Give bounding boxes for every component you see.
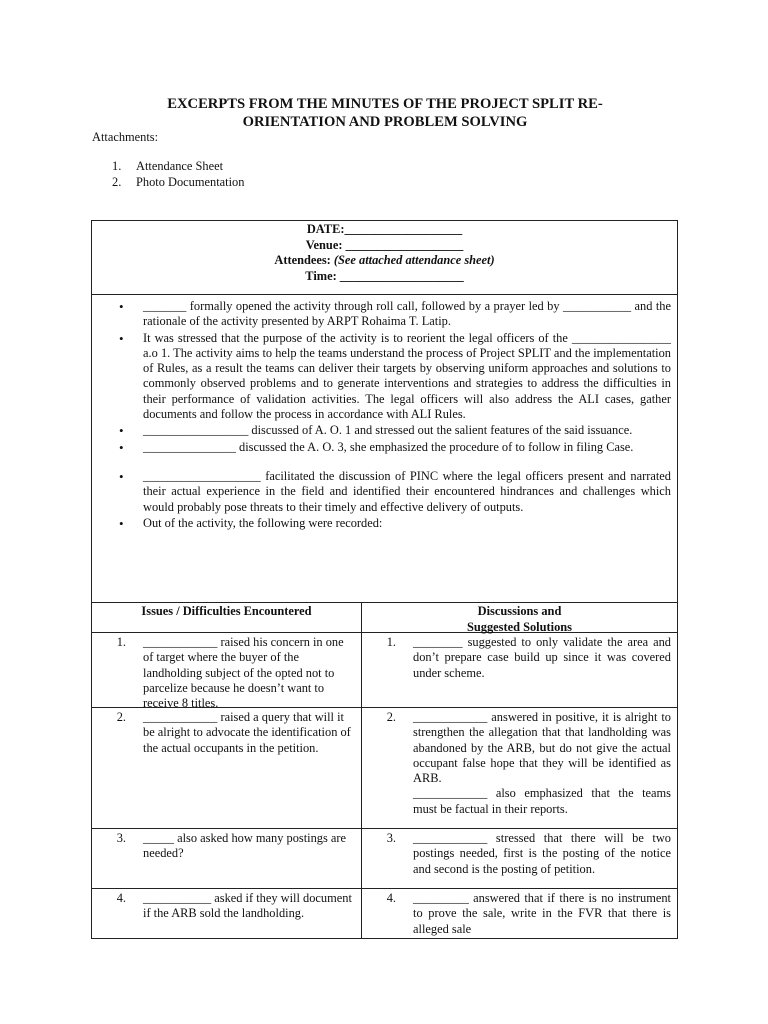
attachments-list (112, 159, 244, 190)
attachment-number: 2. (112, 174, 122, 189)
table-row (92, 633, 677, 711)
attendees-note: (See attached attendance sheet) (333, 253, 495, 267)
solution-cell (362, 829, 677, 888)
bullet-item: • _______ formally opened the activity through roll call, followed by a prayer led by ___________ and the rationale of the activity presented by ARPT Rohaima T. Latip. (92, 299, 671, 330)
attachment-item (112, 175, 244, 191)
solution-content (413, 710, 677, 817)
attachment-number: 1. (112, 159, 122, 173)
col-header-solutions-line-2: Suggested Solutions (466, 619, 572, 634)
table-header-row (92, 603, 677, 633)
row-number: 1. (386, 635, 396, 649)
solution-text: ________ suggested to only validate the area and don’t prepare case build up since it was covered under scheme. (413, 635, 671, 680)
col-header-solutions-line-1: Discussions and (477, 604, 562, 618)
solution-item (362, 829, 677, 877)
issue-item (92, 889, 361, 922)
title-line-1: EXCERPTS FROM THE MINUTES OF THE PROJECT SPLIT RE- (167, 96, 603, 112)
date-field: DATE:___________________ (306, 222, 463, 236)
row-number: 4. (386, 891, 396, 905)
issue-cell (92, 708, 362, 828)
solution-item (362, 889, 677, 937)
solution-extra-text: ____________ also emphasized that the teams must be factual in their reports. (413, 786, 671, 816)
attachment-text: Photo Documentation (136, 174, 245, 189)
attendees-field (92, 253, 677, 269)
solution-item (362, 708, 677, 817)
issue-text: _____ also asked how many postings are needed? (143, 831, 347, 861)
title-line-2: ORIENTATION AND PROBLEM SOLVING (242, 114, 528, 130)
table-row (92, 829, 677, 889)
attendees-label: Attendees: (274, 253, 334, 267)
bullet-item: • _______________ discussed the A. O. 3, she emphasized the procedure of to follow in filing Case. (92, 440, 671, 455)
solution-text: ____________ answered in positive, it is alright to strengthen the allegation that that landholding was abandoned by the ARB, but do not give the actual occupant false hope that they will be identified as ARB. (413, 710, 671, 786)
issue-text: ____________ raised a query that will it be alright to advocate the identification of the actual occupants in the petition. (143, 710, 351, 755)
issue-item (92, 633, 361, 711)
minutes-bullets (92, 295, 677, 603)
row-number: 1. (116, 635, 126, 649)
table-row (92, 708, 677, 829)
solution-item (362, 633, 677, 681)
issue-item (92, 708, 361, 756)
bullet-item: • It was stressed that the purpose of the activity is to reorient the legal officers of the ________________ a.o 1. The activity aims to help the teams understand the process of Project SPLIT and the implementation of Rules, as a result the teams can deliver their targets by observing uniform approaches and solutions to commonly observed problems and to generate interventions and strategies to address the difficulties in their performance of validation activities. The legal officers will also address the ALI cases, gather documents and follow the process in accordance with ALI Rules. (92, 331, 671, 423)
attachment-text: Attendance Sheet (136, 159, 224, 173)
issue-cell (92, 889, 362, 938)
bullet-item: • ___________________ facilitated the discussion of PINC where the legal officers present and narrated their actual experience in the field and identified their encountered hindrances and challenges which would probably pose threats to their timely and effective delivery of outputs. (92, 469, 671, 515)
attachments-label: Attachments: (92, 130, 159, 144)
time-field: Time: ____________________ (305, 268, 464, 283)
row-number: 3. (386, 831, 396, 845)
bullet-item: • Out of the activity, the following were recorded: (92, 516, 671, 531)
issue-text: ____________ raised his concern in one of target where the buyer of the landholding subject of the opted not to parcelize because he doesn’t want to receive 8 titles. (143, 635, 344, 711)
row-number: 3. (116, 831, 126, 845)
solution-text: _________ answered that if there is no instrument to prove the sale, write in the FVR that there is alleged sale (413, 891, 671, 936)
solution-cell (362, 633, 677, 707)
col-header-issues: Issues / Difficulties Encountered (92, 603, 362, 632)
issue-item (92, 829, 361, 862)
minutes-box (91, 220, 678, 939)
venue-field: Venue: ___________________ (305, 237, 464, 252)
row-number: 4. (116, 891, 126, 905)
solution-cell (362, 889, 677, 938)
issue-cell (92, 829, 362, 888)
issue-text: ___________ asked if they will document if the ARB sold the landholding. (143, 891, 352, 921)
issue-cell (92, 633, 362, 711)
solution-cell (362, 708, 677, 828)
col-header-solutions (362, 603, 677, 632)
meeting-details (92, 221, 677, 295)
row-number: 2. (116, 710, 126, 724)
issues-table (92, 603, 677, 938)
document-title (90, 95, 680, 131)
bullet-item: • _________________ discussed of A. O. 1 and stressed out the salient features of the said issuance. (92, 423, 671, 438)
table-row (92, 889, 677, 938)
attachment-item (112, 159, 244, 175)
solution-text: ____________ stressed that there will be two postings needed, first is the posting of the notice and second is the posting of petition. (413, 831, 671, 876)
row-number: 2. (386, 710, 396, 724)
